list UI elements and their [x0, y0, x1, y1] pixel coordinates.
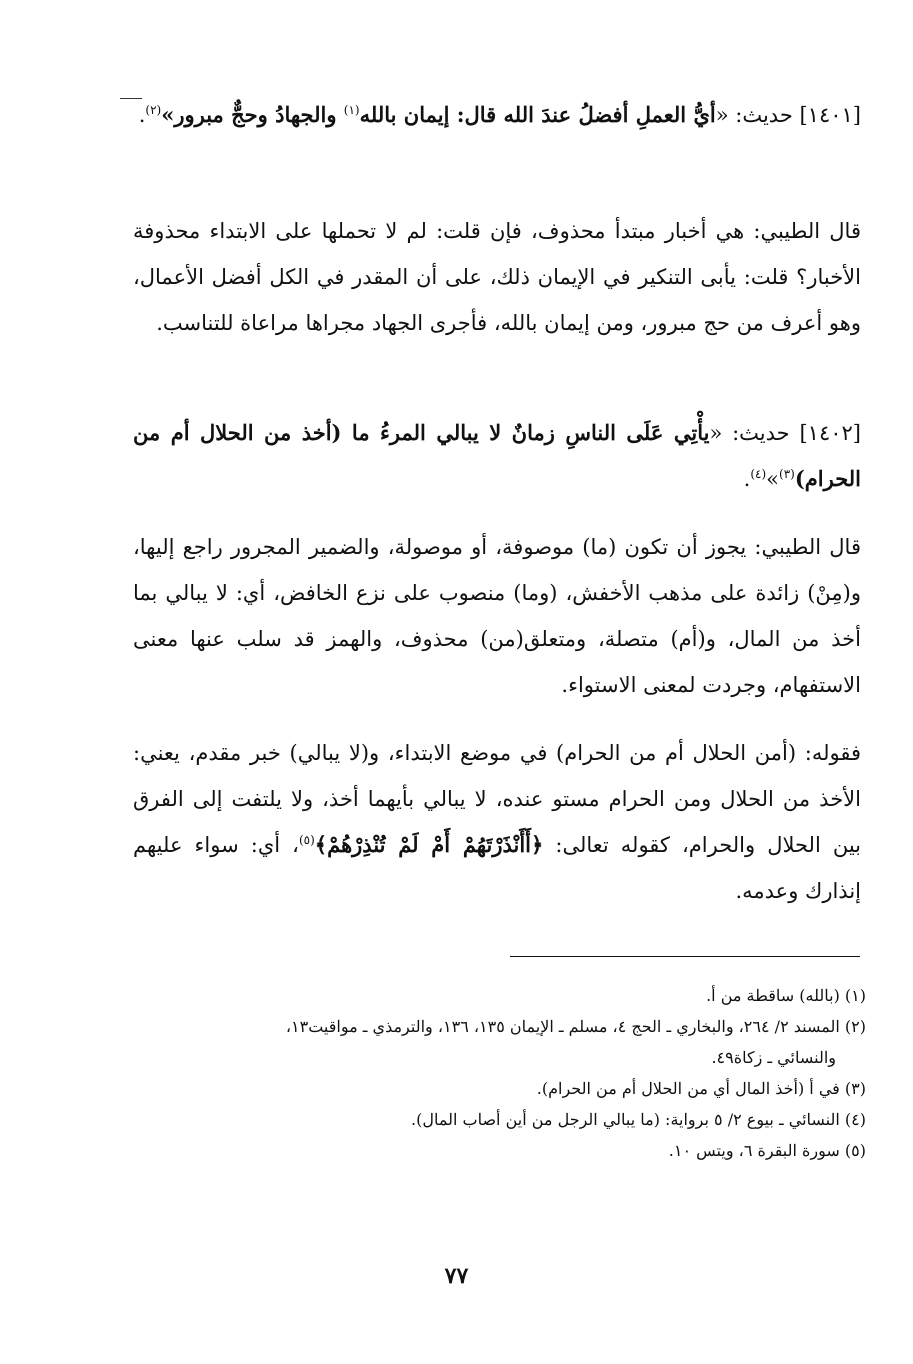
footnote-text: المسند ٢/ ٢٦٤، والبخاري ـ الحج ٤، مسلم ـ الإيمان ١٣٥، ١٣٦، والترمذي ـ مواقيت١٣، — [285, 1017, 840, 1036]
footnote-text: في أ (أخذ المال أي من الحلال أم من الحرام). — [536, 1079, 840, 1098]
footnote-text: النسائي ـ بيوع ٢/ ٥ برواية: (ما يبالي الرجل من أين أصاب المال). — [411, 1110, 840, 1129]
footnote-marker-2[interactable]: (٢) — [145, 103, 162, 117]
hadith-1401-prefix: [١٤٠١] حديث: « — [715, 103, 861, 127]
footnote-2 — [120, 1011, 866, 1073]
footnote-1 — [120, 980, 866, 1011]
commentary-1402-text: قال الطيبي: يجوز أن تكون (ما) موصوفة، أو موصولة، والضمير المجرور راجع إليها، و(مِنْ) زائدة على مذهب الأخفش، (وما) منصوب على نزع الخافض، أي: لا يبالي بما أخذ من المال، و(أم) متصلة، ومتعلق(من) محذوف، والهمز قد سلب عنها معنى الاستفهام، وجردت لمعنى الاستواء. — [133, 535, 861, 697]
footnote-number: (٥) — [844, 1141, 866, 1160]
page-number: ٧٧ — [444, 1263, 469, 1289]
footnote-number: (٣) — [844, 1079, 866, 1098]
footnote-4 — [120, 1104, 866, 1135]
quran-verse: ﴿أَأَنْذَرْتَهُمْ أَمْ لَمْ تُنْذِرْهُمْ﴾ — [314, 832, 544, 857]
footnote-text: (بالله) ساقطة من أ. — [706, 986, 840, 1005]
footnote-number: (٢) — [844, 1017, 866, 1036]
commentary-1401-text: قال الطيبي: هي أخبار مبتدأ محذوف، فإن قلت: لم لا تحملها على الابتداء محذوفة الأخبار؟ قلت: يأبى التنكير في الإيمان ذلك، على أن المقدر في الكل أفضل الأعمال، وهو أعرف من حج مبرور، ومن إيمان بالله، فأجرى الجهاد مجراها مراعاة للتناسب. — [133, 219, 861, 335]
footnote-5 — [120, 1135, 866, 1166]
hadith-1401-suffix: . — [138, 103, 146, 127]
hadith-1401-text-2: والجهادُ وحجٌّ مبرور» — [161, 102, 344, 127]
footnote-number: (١) — [844, 986, 866, 1005]
footnotes-section — [120, 980, 866, 1166]
footnote-separator — [510, 956, 860, 957]
footnote-marker-3[interactable]: (٣) — [779, 467, 795, 481]
hadith-1402-prefix: [١٤٠٢] حديث: « — [709, 421, 861, 445]
hadith-1401 — [133, 92, 861, 138]
footnote-text: سورة البقرة ٦، ويتس ١٠. — [668, 1141, 840, 1160]
hadith-1402 — [133, 410, 861, 502]
footnote-marker-5[interactable]: (٥) — [298, 833, 315, 847]
hadith-1402-mid: » — [766, 467, 780, 491]
explanation-text-1: فقوله: (أمن الحلال أم من الحرام) في موضع الابتداء، و(لا يبالي) خبر مقدم، يعني: الأخذ من الحلال ومن الحرام مستو عنده، لا يبالي بأيهما أخذ، ولا يلتفت إلى الفرق بين الحلال والحرام، كقوله تعالى: — [133, 741, 862, 857]
commentary-1401 — [133, 208, 861, 346]
hadith-1402-text: يأْتِي عَلَى الناسِ زمانٌ لا يبالي المرءُ ما (أخذ من الحلال أم من الحرام) — [133, 420, 861, 491]
footnote-marker-1[interactable]: (١) — [343, 103, 360, 117]
hadith-1401-text: أيُّ العملِ أفضلُ عندَ الله قال: إيمان بالله — [359, 102, 716, 127]
hadith-1402-suffix: . — [743, 467, 751, 491]
explanation-paragraph — [133, 730, 861, 914]
footnote-3 — [120, 1073, 866, 1104]
footnote-marker-4[interactable]: (٤) — [750, 467, 767, 481]
commentary-1402 — [133, 524, 861, 708]
footnote-text-continuation: والنسائي ـ زكاة٤٩. — [711, 1048, 836, 1067]
explanation-text-2: ، أي: سواء عليهم إنذارك وعدمه. — [133, 833, 861, 903]
footnote-number: (٤) — [844, 1110, 866, 1129]
